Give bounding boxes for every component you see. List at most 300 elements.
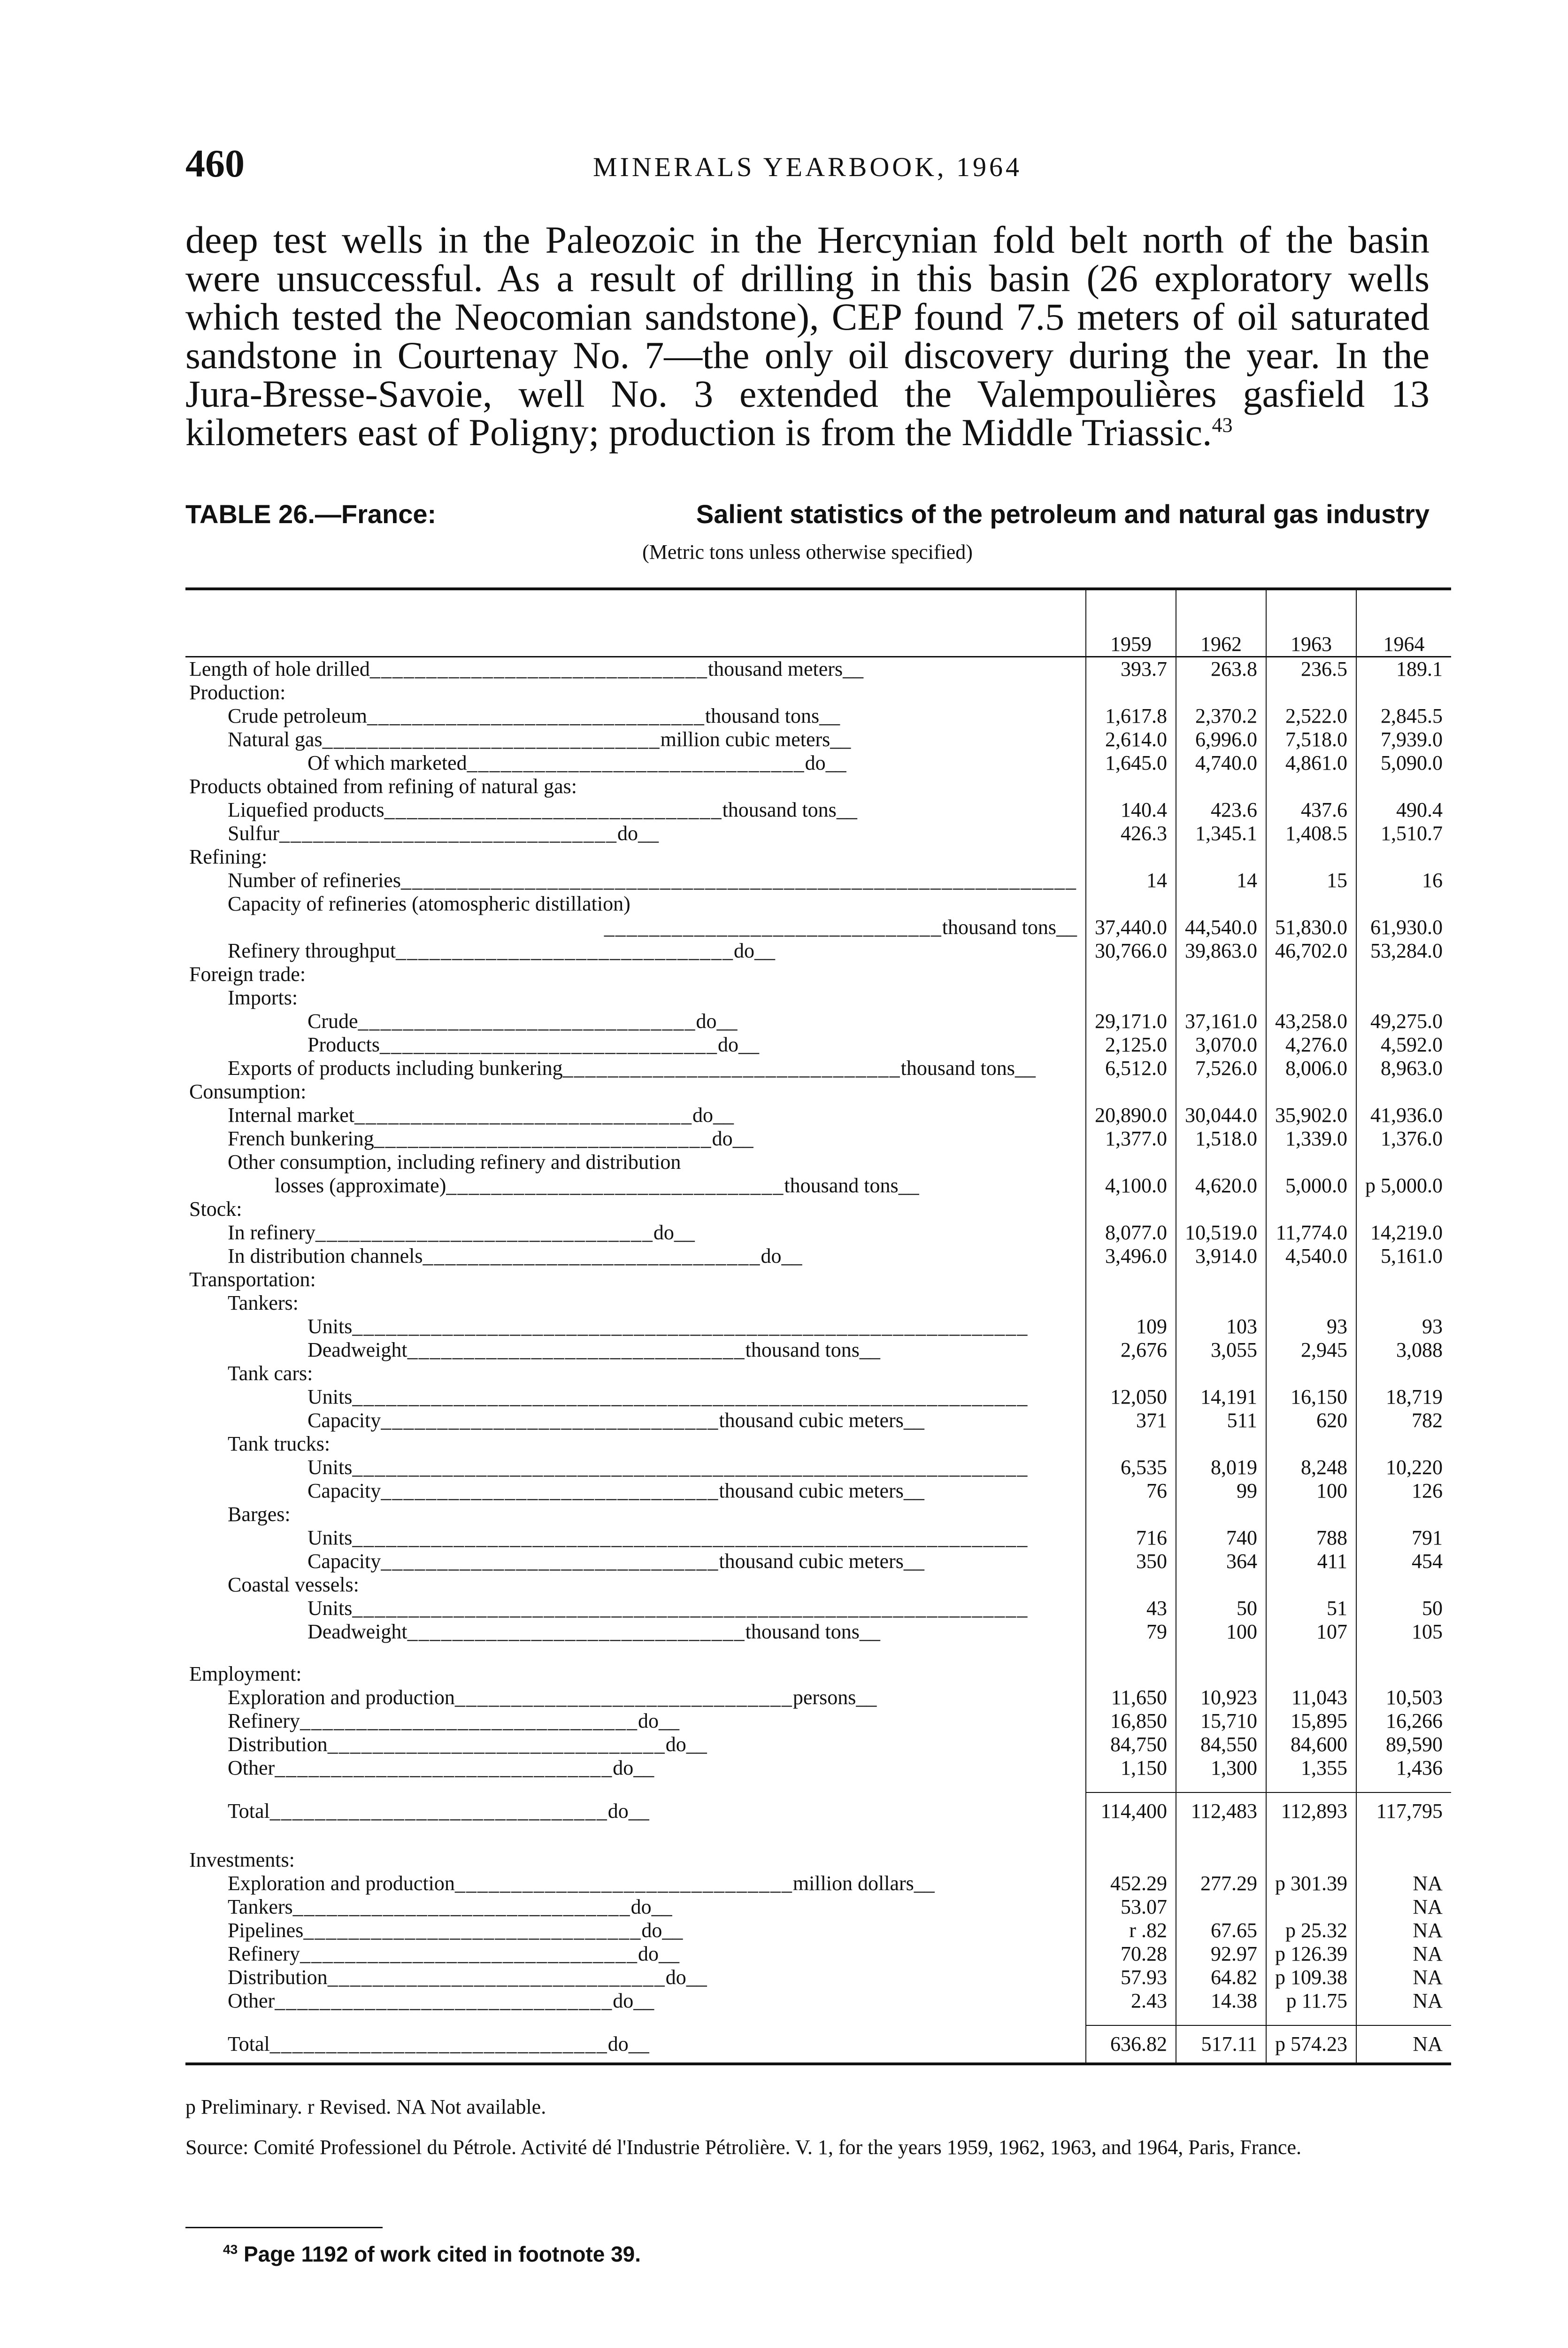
value-cell: [1086, 1573, 1176, 1597]
value-cell: NA: [1356, 1895, 1451, 1919]
value-cell: 782: [1356, 1409, 1451, 1432]
value-cell: [1356, 986, 1451, 1010]
value-cell: 50: [1356, 1597, 1451, 1620]
value-cell: 16,150: [1266, 1385, 1356, 1409]
value-cell: 3,914.0: [1176, 1244, 1266, 1268]
row-unit: do: [613, 1756, 634, 1779]
value-cell: 39,863.0: [1176, 939, 1266, 963]
row-label: [185, 1686, 1086, 1709]
row-unit: do: [607, 1800, 629, 1823]
row-label-text: French bunkering: [228, 1127, 374, 1150]
row-label-text: Production:: [189, 681, 286, 704]
table-row: [185, 1662, 1451, 1686]
row-unit: thousand tons: [705, 704, 820, 727]
table-row: [185, 916, 1451, 939]
row-label: [185, 1919, 1086, 1942]
dot-leader-tail: __: [662, 1919, 683, 1942]
row-unit: do: [607, 2032, 629, 2055]
value-cell: [1356, 1573, 1451, 1597]
value-cell: [1356, 1848, 1451, 1872]
row-label-text: Refinery throughput: [228, 939, 396, 962]
value-cell: NA: [1356, 1942, 1451, 1966]
value-cell: [1176, 1291, 1266, 1315]
value-cell: 5,000.0: [1266, 1174, 1356, 1197]
row-label: [185, 1127, 1086, 1151]
row-label-text: Deadweight: [307, 1620, 407, 1643]
table-row: [185, 1197, 1451, 1221]
value-cell: 107: [1266, 1620, 1356, 1644]
value-cell: 3,070.0: [1176, 1033, 1266, 1057]
dot-leader: ____________________________________________________________: [352, 1526, 1029, 1549]
value-cell: 67.65: [1176, 1919, 1266, 1942]
value-cell: [1086, 986, 1176, 1010]
table-row: [185, 822, 1451, 845]
row-label-text: In distribution channels: [228, 1244, 423, 1267]
row-unit: do: [696, 1010, 717, 1033]
table-label: TABLE 26.—France:: [185, 499, 437, 529]
value-cell: 84,550: [1176, 1733, 1266, 1756]
table-row: [185, 1756, 1451, 1780]
row-label: [185, 1848, 1086, 1872]
value-cell: 37,440.0: [1086, 916, 1176, 939]
dot-leader-tail: __: [651, 1895, 672, 1918]
dot-leader: ______________________________: [381, 1409, 719, 1432]
value-cell: 4,592.0: [1356, 1033, 1451, 1057]
dot-leader: ______________________________: [407, 1620, 746, 1643]
value-cell: 2,370.2: [1176, 704, 1266, 728]
row-label: [185, 1942, 1086, 1966]
value-cell: [1266, 1895, 1356, 1919]
value-cell: 4,276.0: [1266, 1033, 1356, 1057]
row-unit: do: [665, 1733, 686, 1756]
value-cell: 4,861.0: [1266, 751, 1356, 775]
value-cell: 3,088: [1356, 1338, 1451, 1362]
row-label-text: Transportation:: [189, 1268, 316, 1291]
value-cell: [1266, 1503, 1356, 1526]
row-label-text: losses (approximate): [275, 1174, 446, 1197]
value-cell: p 11.75: [1266, 1989, 1356, 2013]
intro-footnote-ref: 43: [1212, 413, 1233, 437]
table-row: [185, 1385, 1451, 1409]
dot-leader: ______________________________: [423, 1244, 761, 1267]
row-label-text: Employment:: [189, 1662, 302, 1685]
row-unit: thousand cubic meters: [719, 1409, 904, 1432]
value-cell: [1086, 1268, 1176, 1291]
table-row: [185, 1733, 1451, 1756]
value-cell: p 5,000.0: [1356, 1174, 1451, 1197]
table-row: [185, 1966, 1451, 1989]
value-cell: [1086, 681, 1176, 704]
dot-leader: ______________________________: [454, 1872, 793, 1895]
table-row: [185, 798, 1451, 822]
column-header: 1964: [1356, 589, 1451, 657]
row-label: [185, 775, 1086, 798]
value-cell: [1266, 1197, 1356, 1221]
row-label-text: Total: [228, 1800, 270, 1823]
statistics-table: [185, 587, 1451, 2065]
value-cell: 2,614.0: [1086, 728, 1176, 751]
value-cell: p 301.39: [1266, 1872, 1356, 1895]
value-cell: 16,266: [1356, 1709, 1451, 1733]
row-label: [185, 1338, 1086, 1362]
value-cell: [1356, 1197, 1451, 1221]
value-cell: [1086, 1503, 1176, 1526]
row-label-text: Refining:: [189, 845, 268, 868]
value-cell: [1176, 892, 1266, 916]
value-cell: [1356, 1662, 1451, 1686]
dot-leader-tail: __: [732, 1127, 753, 1150]
table-row: [185, 1620, 1451, 1644]
value-cell: 46,702.0: [1266, 939, 1356, 963]
row-label-text: Crude: [307, 1010, 358, 1033]
row-label-text: Exploration and production: [228, 1686, 455, 1709]
value-cell: r .82: [1086, 1919, 1176, 1942]
table-row: [185, 1033, 1451, 1057]
spacer-row: [185, 1644, 1451, 1662]
table-row: [185, 1409, 1451, 1432]
intro-text: deep test wells in the Paleozoic in the Hercynian fold belt north of the basin were unsuccessful. As a result of drilling in this basin (26 exploratory wells which tested the Neocomian sandstone), CEP found 7.5 meters of oil saturated sandstone in Courtenay No. 7—the only oil discovery during the year. In the Jura-Bresse-Savoie, well No. 3 extended the Valempoulières gasfield 13 kilometers east of Poligny; production is from the Middle Triassic.: [185, 218, 1430, 454]
dot-leader-tail: __: [633, 1756, 654, 1779]
row-label: [185, 1550, 1086, 1573]
value-cell: [1086, 963, 1176, 986]
value-cell: 1,150: [1086, 1756, 1176, 1780]
table-row: [185, 681, 1451, 704]
spacer-row: [185, 1780, 1451, 1792]
row-label: [185, 1080, 1086, 1104]
value-cell: 511: [1176, 1409, 1266, 1432]
value-cell: 100: [1266, 1479, 1356, 1503]
dot-leader: ______________________________: [369, 657, 708, 680]
value-cell: [1086, 1151, 1176, 1174]
table-header-row: [185, 589, 1451, 657]
dot-leader: ______________________________: [303, 1919, 642, 1942]
value-cell: [1176, 1573, 1266, 1597]
dot-leader: ______________________________: [407, 1338, 746, 1361]
row-label-text: Units: [307, 1597, 353, 1620]
value-cell: [1266, 681, 1356, 704]
dot-leader: ______________________________: [380, 1033, 718, 1056]
table-row: [185, 728, 1451, 751]
row-label: [185, 1244, 1086, 1268]
table-row: [185, 869, 1451, 892]
row-label: [185, 1709, 1086, 1733]
row-label: [185, 1221, 1086, 1244]
row-label-text: Capacity: [307, 1550, 381, 1573]
value-cell: p 109.38: [1266, 1966, 1356, 1989]
row-label: [185, 728, 1086, 751]
value-cell: 8,077.0: [1086, 1221, 1176, 1244]
value-cell: 788: [1266, 1526, 1356, 1550]
value-cell: [1266, 986, 1356, 1010]
value-cell: 7,518.0: [1266, 728, 1356, 751]
dot-leader: ______________________________: [381, 1479, 719, 1502]
value-cell: 263.8: [1176, 657, 1266, 681]
dot-leader: ____________________________________________________________: [352, 1597, 1029, 1620]
dot-leader-tail: __: [903, 1409, 924, 1432]
value-cell: 4,540.0: [1266, 1244, 1356, 1268]
row-label: [185, 1756, 1086, 1780]
row-label: [185, 892, 1086, 916]
value-cell: [1176, 1662, 1266, 1686]
dot-leader-tail: __: [628, 1800, 649, 1823]
dot-leader: ______________________________: [367, 704, 705, 727]
value-cell: 4,740.0: [1176, 751, 1266, 775]
value-cell: [1266, 1151, 1356, 1174]
value-cell: 117,795: [1356, 1792, 1451, 1830]
dot-leader: ______________________________: [374, 1127, 712, 1150]
table-row: [185, 2025, 1451, 2064]
dot-leader-tail: __: [843, 657, 864, 680]
value-cell: [1356, 845, 1451, 869]
header-label-cell: [185, 589, 1086, 657]
footnote-number: 43: [223, 2242, 238, 2257]
dot-leader: ______________________________: [604, 916, 942, 939]
row-unit: do: [718, 1033, 738, 1056]
table-row: [185, 1848, 1451, 1872]
value-cell: 41,936.0: [1356, 1104, 1451, 1127]
dot-leader-tail: __: [836, 798, 857, 821]
value-cell: [1086, 1362, 1176, 1385]
value-cell: 2,945: [1266, 1338, 1356, 1362]
row-unit: million dollars: [792, 1872, 914, 1895]
value-cell: 1,617.8: [1086, 704, 1176, 728]
dot-leader-tail: __: [781, 1244, 802, 1267]
value-cell: 437.6: [1266, 798, 1356, 822]
table-row: [185, 704, 1451, 728]
row-label: [185, 1966, 1086, 1989]
footnote-rule: [185, 2227, 383, 2228]
value-cell: 5,161.0: [1356, 1244, 1451, 1268]
row-label: [185, 1989, 1086, 2013]
row-label: [185, 1620, 1086, 1644]
value-cell: 7,939.0: [1356, 728, 1451, 751]
row-label-text: Stock:: [189, 1197, 242, 1220]
value-cell: 1,408.5: [1266, 822, 1356, 845]
row-unit: thousand tons: [745, 1338, 860, 1361]
row-unit: thousand tons: [900, 1057, 1015, 1080]
value-cell: 105: [1356, 1620, 1451, 1644]
value-cell: 1,300: [1176, 1756, 1266, 1780]
value-cell: 61,930.0: [1356, 916, 1451, 939]
table-row: [185, 1597, 1451, 1620]
value-cell: 44,540.0: [1176, 916, 1266, 939]
row-label-text: Pipelines: [228, 1919, 304, 1942]
value-cell: 20,890.0: [1086, 1104, 1176, 1127]
value-cell: 14: [1086, 869, 1176, 892]
value-cell: 15: [1266, 869, 1356, 892]
row-label: [185, 916, 1086, 939]
value-cell: 8,006.0: [1266, 1057, 1356, 1080]
row-label: [185, 2025, 1086, 2064]
table-row: [185, 1315, 1451, 1338]
value-cell: [1176, 1362, 1266, 1385]
value-cell: 14.38: [1176, 1989, 1266, 2013]
dot-leader-tail: __: [898, 1174, 919, 1197]
value-cell: 43,258.0: [1266, 1010, 1356, 1033]
value-cell: 2,676: [1086, 1338, 1176, 1362]
value-cell: [1266, 1080, 1356, 1104]
value-cell: 30,044.0: [1176, 1104, 1266, 1127]
table-row: [185, 1291, 1451, 1315]
table-row: [185, 1010, 1451, 1033]
value-cell: 6,512.0: [1086, 1057, 1176, 1080]
value-cell: 11,774.0: [1266, 1221, 1356, 1244]
value-cell: 30,766.0: [1086, 939, 1176, 963]
row-unit: do: [692, 1104, 713, 1127]
row-label: [185, 1197, 1086, 1221]
row-unit: thousand meters: [707, 657, 843, 680]
value-cell: 15,710: [1176, 1709, 1266, 1733]
value-cell: 236.5: [1266, 657, 1356, 681]
dot-leader: ______________________________: [454, 1686, 793, 1709]
value-cell: 49,275.0: [1356, 1010, 1451, 1033]
value-cell: [1266, 1268, 1356, 1291]
dot-leader-tail: __: [658, 1709, 679, 1732]
value-cell: 14,219.0: [1356, 1221, 1451, 1244]
dot-leader: ______________________________: [300, 1942, 638, 1965]
value-cell: p 574.23: [1266, 2025, 1356, 2064]
spacer-row: [185, 2013, 1451, 2025]
value-cell: [1086, 1080, 1176, 1104]
value-cell: 11,043: [1266, 1686, 1356, 1709]
dot-leader: ______________________________: [396, 939, 734, 962]
value-cell: 112,483: [1176, 1792, 1266, 1830]
value-cell: [1266, 775, 1356, 798]
table-row: [185, 1432, 1451, 1456]
value-cell: 112,893: [1266, 1792, 1356, 1830]
value-cell: [1356, 963, 1451, 986]
spacer-row: [185, 1830, 1451, 1848]
row-unit: do: [712, 1127, 733, 1150]
dot-leader-tail: __: [686, 1733, 707, 1756]
value-cell: 51,830.0: [1266, 916, 1356, 939]
value-cell: 2.43: [1086, 1989, 1176, 2013]
row-unit: do: [617, 822, 638, 845]
row-label: [185, 1033, 1086, 1057]
row-label: [185, 1010, 1086, 1033]
value-cell: [1176, 986, 1266, 1010]
row-label-text: Refinery: [228, 1709, 300, 1732]
row-label-text: In refinery: [228, 1221, 315, 1244]
dot-leader: ______________________________: [275, 1756, 613, 1779]
value-cell: [1356, 1362, 1451, 1385]
row-unit: do: [638, 1942, 659, 1965]
value-cell: NA: [1356, 1872, 1451, 1895]
value-cell: [1356, 1503, 1451, 1526]
row-label: [185, 1104, 1086, 1127]
table-row: [185, 1872, 1451, 1895]
value-cell: 1,518.0: [1176, 1127, 1266, 1151]
dot-leader: ______________________________: [322, 728, 661, 751]
value-cell: 3,055: [1176, 1338, 1266, 1362]
dot-leader: ______________________________: [384, 798, 723, 821]
value-cell: [1176, 1432, 1266, 1456]
value-cell: [1266, 963, 1356, 986]
value-cell: 29,171.0: [1086, 1010, 1176, 1033]
row-label: [185, 1432, 1086, 1456]
dot-leader: ______________________________: [269, 2032, 608, 2055]
value-cell: 1,355: [1266, 1756, 1356, 1780]
row-label: [185, 822, 1086, 845]
value-cell: [1266, 845, 1356, 869]
value-cell: 18,719: [1356, 1385, 1451, 1409]
value-cell: 10,923: [1176, 1686, 1266, 1709]
table-row: [185, 1526, 1451, 1550]
dot-leader-tail: __: [903, 1550, 924, 1573]
value-cell: [1086, 1432, 1176, 1456]
value-cell: 393.7: [1086, 657, 1176, 681]
row-label: [185, 869, 1086, 892]
value-cell: [1356, 1268, 1451, 1291]
row-label-text: Exploration and production: [228, 1872, 455, 1895]
value-cell: 50: [1176, 1597, 1266, 1620]
row-label: [185, 1174, 1086, 1197]
value-cell: 371: [1086, 1409, 1176, 1432]
row-label: [185, 1151, 1086, 1174]
value-cell: 5,090.0: [1356, 751, 1451, 775]
row-label: [185, 751, 1086, 775]
value-cell: [1266, 1362, 1356, 1385]
table-notes: [185, 2093, 1430, 2161]
value-cell: NA: [1356, 1966, 1451, 1989]
value-cell: 8,963.0: [1356, 1057, 1451, 1080]
value-cell: 1,377.0: [1086, 1127, 1176, 1151]
row-label-text: Units: [307, 1315, 353, 1338]
value-cell: 114,400: [1086, 1792, 1176, 1830]
value-cell: 84,750: [1086, 1733, 1176, 1756]
value-cell: [1086, 845, 1176, 869]
table-row: [185, 845, 1451, 869]
value-cell: 423.6: [1176, 798, 1266, 822]
value-cell: [1176, 963, 1266, 986]
value-cell: 3,496.0: [1086, 1244, 1176, 1268]
value-cell: 411: [1266, 1550, 1356, 1573]
row-unit: thousand cubic meters: [719, 1550, 904, 1573]
table-subtitle: (Metric tons unless otherwise specified): [642, 541, 973, 564]
table-row: [185, 1127, 1451, 1151]
value-cell: 100: [1176, 1620, 1266, 1644]
intro-paragraph: [185, 218, 1430, 454]
dot-leader: ____________________________________________________________: [352, 1456, 1029, 1479]
table-row: [185, 1895, 1451, 1919]
table-caption: [185, 499, 1430, 532]
table-row: [185, 939, 1451, 963]
row-label: [185, 845, 1086, 869]
value-cell: [1266, 1573, 1356, 1597]
dot-leader: ______________________________: [562, 1057, 901, 1080]
row-unit: do: [734, 939, 755, 962]
value-cell: 452.29: [1086, 1872, 1176, 1895]
dot-leader: ______________________________: [354, 1104, 692, 1127]
table-row: [185, 963, 1451, 986]
value-cell: [1086, 1291, 1176, 1315]
row-label: [185, 1268, 1086, 1291]
value-cell: 79: [1086, 1620, 1176, 1644]
row-unit: million cubic meters: [660, 728, 830, 751]
value-cell: 16: [1356, 869, 1451, 892]
row-label: [185, 1057, 1086, 1080]
value-cell: 1,376.0: [1356, 1127, 1451, 1151]
table-row: [185, 1989, 1451, 2013]
row-label: [185, 704, 1086, 728]
dot-leader: ____________________________________________________________: [400, 869, 1077, 892]
row-label: [185, 1503, 1086, 1526]
value-cell: [1086, 1662, 1176, 1686]
row-unit: do: [665, 1966, 686, 1989]
value-cell: 109: [1086, 1315, 1176, 1338]
column-header: 1963: [1266, 589, 1356, 657]
column-header: 1959: [1086, 589, 1176, 657]
